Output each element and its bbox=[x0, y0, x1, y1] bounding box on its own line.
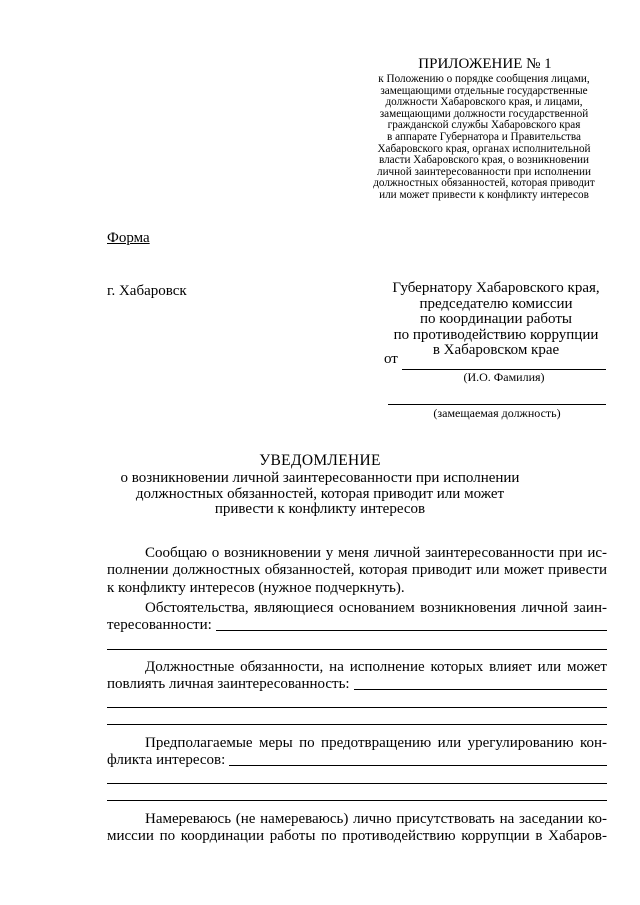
duties-field-extra[interactable] bbox=[107, 707, 607, 708]
circumstances-row bbox=[107, 617, 607, 634]
appendix-line: или может привести к конфликту интересов bbox=[379, 188, 589, 201]
name-hint: (И.О. Фамилия) bbox=[463, 370, 545, 384]
addressee-block bbox=[370, 281, 622, 359]
appendix-line: замещающими должности государственной bbox=[379, 107, 589, 120]
notice-title: УВЕДОМЛЕНИЕ bbox=[259, 452, 381, 469]
addressee-line: председателю комиссии bbox=[419, 295, 573, 312]
addressee-line: в Хабаровском крае bbox=[432, 342, 560, 358]
appendix-title: ПРИЛОЖЕНИЕ № 1 bbox=[418, 56, 552, 72]
addressee-line: Губернатору Хабаровского края, bbox=[392, 280, 600, 296]
appendix-line: в аппарате Губернатора и Правительства bbox=[387, 130, 581, 143]
paragraph-line: к конфликту интересов (нужное подчеркнуть). bbox=[107, 579, 405, 596]
paragraph-line: Намереваюсь (не намереваюсь) лично присутствовать на заседании ко- bbox=[145, 811, 607, 827]
paragraph-measures bbox=[107, 735, 607, 752]
subtitle-line: привести к конфликту интересов bbox=[214, 501, 426, 517]
paragraph-attendance bbox=[107, 811, 607, 846]
city-label: г. Хабаровск bbox=[107, 283, 187, 299]
duties-field-extra[interactable] bbox=[107, 724, 607, 725]
form-label: Форма bbox=[107, 230, 150, 246]
duties-row bbox=[107, 676, 607, 693]
from-label: от bbox=[384, 351, 398, 367]
appendix-description bbox=[358, 74, 610, 202]
subtitle-line: должностных обязанностей, которая приводит или может bbox=[135, 485, 505, 502]
duties-field[interactable] bbox=[354, 689, 607, 690]
measures-label: фликта интересов: bbox=[107, 752, 226, 768]
appendix-line: к Положению о порядке сообщения лицами, bbox=[378, 73, 590, 85]
paragraph-line: Сообщаю о возникновении у меня личной заинтересованности при ис- bbox=[145, 545, 607, 561]
measures-field-extra[interactable] bbox=[107, 800, 607, 801]
paragraph-circumstances bbox=[107, 600, 607, 617]
addressee-line: по противодействию коррупции bbox=[393, 326, 599, 343]
measures-field[interactable] bbox=[229, 765, 607, 766]
paragraph-line: полнении должностных обязанностей, которая приводит или может привести bbox=[107, 562, 607, 579]
appendix-line: Хабаровского края, органах исполнительной bbox=[377, 142, 591, 155]
appendix-line: замещающими отдельные государственные bbox=[380, 84, 588, 97]
circumstances-field-extra[interactable] bbox=[107, 649, 607, 650]
circumstances-label: тересованности: bbox=[107, 617, 212, 633]
paragraph-line: Должностные обязанности, на исполнение которых влияет или может bbox=[145, 659, 607, 675]
position-hint: (замещаемая должность) bbox=[433, 406, 561, 420]
duties-label: повлиять личная заинтересованность: bbox=[107, 676, 350, 692]
appendix-line: гражданской службы Хабаровского края bbox=[387, 119, 581, 132]
appendix-line: должности Хабаровского края, и лицами, bbox=[385, 96, 583, 109]
paragraph-duties bbox=[107, 659, 607, 676]
appendix-line: личной заинтересованности при исполнении bbox=[376, 165, 591, 178]
paragraph-report bbox=[107, 545, 607, 597]
notice-subtitle bbox=[100, 471, 540, 518]
appendix-line: власти Хабаровского края, о возникновении bbox=[378, 154, 590, 167]
paragraph-line: миссии по координации работы по противодействию коррупции в Хабаров- bbox=[107, 828, 607, 845]
sender-position-field[interactable] bbox=[388, 404, 606, 405]
addressee-line: по координации работы bbox=[419, 311, 572, 327]
circumstances-field[interactable] bbox=[216, 630, 607, 631]
paragraph-line: Обстоятельства, являющиеся основанием возникновения личной заин- bbox=[145, 600, 607, 616]
measures-row bbox=[107, 752, 607, 769]
paragraph-line: Предполагаемые меры по предотвращению или урегулированию кон- bbox=[145, 735, 607, 751]
appendix-line: должностных обязанностей, которая приводит bbox=[373, 177, 595, 190]
subtitle-line: о возникновении личной заинтересованности при исполнении bbox=[120, 470, 520, 486]
measures-field-extra[interactable] bbox=[107, 783, 607, 784]
